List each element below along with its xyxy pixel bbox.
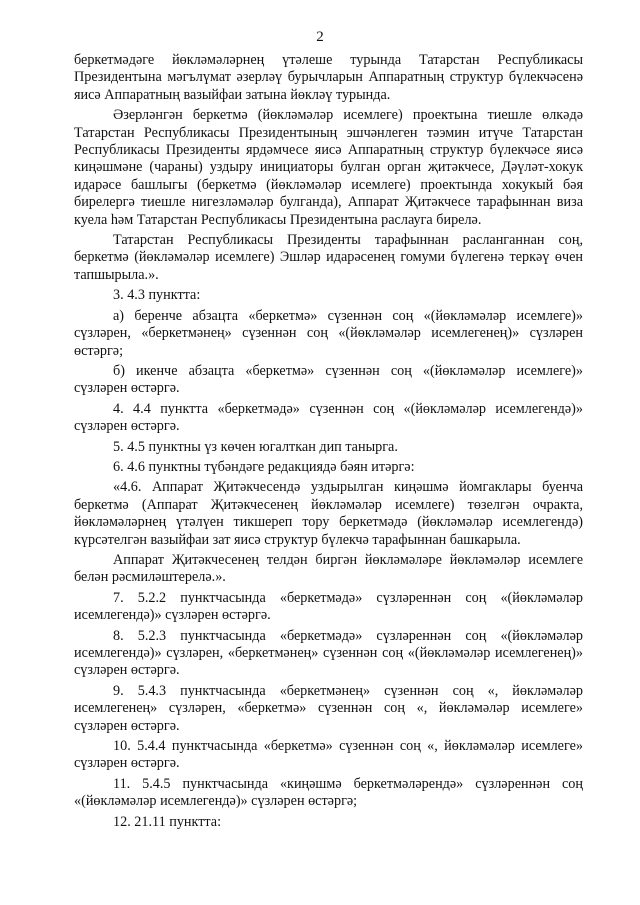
paragraph: б) икенче абзацта «беркетмә» сүзеннән соң «(йөкләмәләр исемлеге)» сүзләрен өстәргә.	[74, 362, 583, 397]
paragraph: 8. 5.2.3 пунктчасында «беркетмәдә» сүзләреннән соң «(йөкләмәләр исемлегендә)» сүзләрен, «беркетмәнең» сүзеннән соң «(йөкләмәләр исемлегенең)» сүзләрен өстәргә.	[74, 627, 583, 679]
paragraph: 6. 4.6 пунктны түбәндәге редакциядә бәян итәргә:	[113, 458, 415, 475]
paragraph: Аппарат Җитәкчесенең телдән биргән йөкләмәләре йөкләмәләр исемлеге белән рәсмиләштерелә.».	[74, 551, 583, 586]
paragraph: «4.6. Аппарат Җитәкчесендә уздырылган киңәшмә йомгаклары буенча беркетмә (Аппарат Җитәкчесенең йөкләмәләр исемлеге) төзелгән очракта, йөкләмәләрнең үтәлүен тикшереп тору беркетмәдә (йөкләмәләр исемлегендә) күрсәтелгән вазыйфаи зат яисә структур бүлекчә тарафыннан башкарыла.	[74, 479, 583, 548]
paragraph: 11. 5.4.5 пунктчасында «киңәшмә беркетмәләрендә» сүзләреннән соң «(йөкләмәләр исемлегендә)» сүзләрен өстәргә;	[74, 775, 583, 810]
paragraph: 5. 4.5 пунктны үз көчен югалткан дип танырга.	[113, 438, 398, 455]
paragraph: беркетмәдәге йөкләмәләрнең үтәлеше турында Татарстан Республикасы Президентына мәгълүмат әзерләү бурычларын Аппаратның структур бүлекчәсенә яисә Аппаратның вазыйфаи затына йөкләү турында.	[74, 52, 583, 103]
paragraph: 7. 5.2.2 пунктчасында «беркетмәдә» сүзләреннән соң «(йөкләмәләр исемлегендә)» сүзләрен өстәргә.	[74, 589, 583, 624]
paragraph: 9. 5.4.3 пунктчасында «беркетмәнең» сүзеннән соң «, йөкләмәләр исемлегенең» сүзләрен, «беркетмә» сүзеннән соң «, йөкләмәләр исемлеге» сүзләрен өстәргә.	[74, 682, 583, 734]
paragraph: Татарстан Республикасы Президенты тарафыннан расланганнан соң, беркетмә (йөкләмәләр исемлеге) Эшләр идарәсенең гомуми бүлегенә теркәү өчен тапшырыла.».	[74, 232, 583, 283]
document-body	[74, 52, 583, 834]
paragraph: а) беренче абзацта «беркетмә» сүзеннән соң «(йөкләмәләр исемлеге)» сүзләрен, «беркетмәнең» сүзеннән соң «(йөкләмәләр исемлегенең)» сүзләрен өстәргә;	[74, 307, 583, 359]
paragraph: 4. 4.4 пунктта «беркетмәдә» сүзеннән соң «(йөкләмәләр исемлегендә)» сүзләрен өстәргә.	[74, 400, 583, 435]
paragraph: 10. 5.4.4 пунктчасында «беркетмә» сүзеннән соң «, йөкләмәләр исемлеге» сүзләрен өстәргә.	[74, 738, 583, 772]
paragraph: 12. 21.11 пунктта:	[113, 813, 222, 830]
page-number: 2	[316, 29, 324, 45]
paragraph: 3. 4.3 пунктта:	[113, 287, 201, 304]
paragraph: Әзерләнгән беркетмә (йөкләмәләр исемлеге) проектына тиешле өлкәдә Татарстан Республикасы Президентының эшчәнлеген тәэмин итүче Татарстан Республикасы Президенты ярдәмчесе яисә Аппаратның структур бүлекчәсе яисә киңәшмәне (чараны) уздыру инициаторы булган орган җитәкчесе, Дәүләт-хокук идарәсе башлыгы (беркетмә (йөкләмәләр исемлеге) проектында хокукый бәя бирелергә тиешле нигезләмәләр булганда), Аппарат Җитәкчесе тарафыннан виза куела һәм Татарстан Республикасы Президентына раслауга бирелә.	[74, 107, 583, 228]
